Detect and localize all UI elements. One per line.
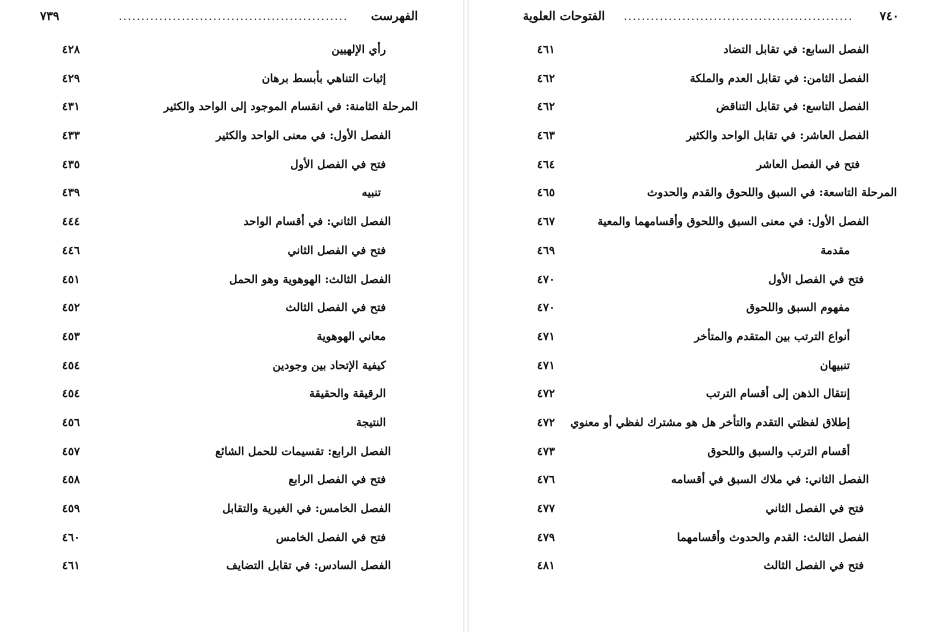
right-header-title: الفتوحات العلوية <box>522 9 605 23</box>
toc-entry-title: الفصل الرابع: تقسيمات للحمل الشائع <box>215 443 391 458</box>
toc-row <box>469 153 935 182</box>
toc-row <box>469 296 935 325</box>
toc-entry-title: مفهوم السبق واللحوق <box>746 300 850 315</box>
toc-entry-title: أقسام الترتب والسبق واللحوق <box>707 443 850 458</box>
toc-row <box>0 239 463 268</box>
right-header-page-number: ٧٤٠ <box>879 9 899 23</box>
toc-entry-title: المرحلة التاسعة: في السبق واللحوق والقدم والحدوث <box>647 185 897 200</box>
toc-entry-title: فتح في الفصل الثالث <box>285 300 386 315</box>
left-header-dots: ................................................... <box>118 10 348 23</box>
toc-row <box>469 181 935 210</box>
toc-entry-page-number: ٤٧٢ <box>537 386 556 401</box>
right-header-dots: ................................................... <box>623 10 853 23</box>
toc-row <box>469 95 935 124</box>
toc-entry-title: الفصل الثامن: في تقابل العدم والملكة <box>689 70 869 85</box>
toc-entry-page-number: ٤٦٢ <box>537 99 556 114</box>
toc-entry-page-number: ٤٥٨ <box>62 472 81 487</box>
left-toc-list <box>0 38 463 583</box>
toc-row <box>469 354 935 383</box>
toc-entry-page-number: ٤٣١ <box>62 99 81 114</box>
left-header-page-number: ٧٣٩ <box>40 9 60 23</box>
toc-entry-page-number: ٤٧١ <box>537 357 556 372</box>
toc-entry-page-number: ٤٦٧ <box>537 214 556 229</box>
toc-row <box>0 354 463 383</box>
toc-row <box>469 440 935 469</box>
toc-row <box>0 554 463 583</box>
toc-entry-title: الفصل الثالث: الهوهوية وهو الحمل <box>229 271 391 286</box>
toc-entry-page-number: ٤٦١ <box>537 42 556 56</box>
toc-entry-title: فتح في الفصل الخامس <box>275 529 386 544</box>
toc-row <box>0 468 463 497</box>
toc-entry-title: رأي الإلهيين <box>331 42 386 56</box>
toc-entry-title: المرحلة الثامنة: في انقسام الموجود إلى الواحد والكثير <box>163 99 418 114</box>
toc-entry-title: معاني الهوهوية <box>316 328 386 343</box>
toc-row <box>0 382 463 411</box>
toc-row <box>469 526 935 555</box>
left-header-title: الفهرست <box>370 9 418 23</box>
toc-row <box>469 497 935 526</box>
toc-entry-page-number: ٤٥٣ <box>62 328 81 343</box>
toc-row <box>0 38 463 67</box>
toc-entry-page-number: ٤٦١ <box>62 558 81 573</box>
toc-entry-title: تنبيه <box>361 185 381 200</box>
toc-entry-page-number: ٤٧٧ <box>537 501 556 515</box>
toc-entry-page-number: ٤٦٥ <box>537 185 556 200</box>
toc-entry-title: فتح في الفصل الثاني <box>765 501 864 515</box>
toc-entry-page-number: ٤٣٩ <box>62 185 81 200</box>
toc-entry-page-number: ٤٧٠ <box>537 271 556 286</box>
toc-entry-page-number: ٤٧٠ <box>537 300 556 315</box>
toc-entry-page-number: ٤٤٤ <box>62 214 81 229</box>
toc-row <box>469 382 935 411</box>
toc-entry-title: إنتقال الذهن إلى أقسام الترتب <box>706 386 850 401</box>
toc-entry-title: الفصل الثاني: في أقسام الواحد <box>243 214 391 229</box>
toc-entry-page-number: ٤٦٠ <box>62 529 81 544</box>
toc-entry-page-number: ٤٣٣ <box>62 128 81 143</box>
toc-entry-page-number: ٤٥٢ <box>62 300 81 315</box>
toc-entry-title: فتح في الفصل الأول <box>768 271 864 286</box>
toc-entry-page-number: ٤٧٢ <box>537 414 556 429</box>
toc-entry-title: النتيجة <box>356 414 386 429</box>
toc-row <box>469 239 935 268</box>
toc-entry-page-number: ٤٧٣ <box>537 443 556 458</box>
toc-entry-page-number: ٤٧٦ <box>537 472 556 487</box>
toc-entry-page-number: ٤٤٦ <box>62 242 81 257</box>
right-toc-list <box>469 38 935 583</box>
toc-row <box>0 325 463 354</box>
toc-row <box>469 38 935 67</box>
toc-entry-title: الفصل الأول: في معنى السبق واللحوق وأقسامهما والمعية <box>597 214 869 229</box>
toc-row <box>0 526 463 555</box>
toc-entry-title: الفصل السابع: في تقابل التضاد <box>723 42 869 56</box>
toc-entry-title: كيفية الإتحاد بين وجودين <box>272 357 386 372</box>
toc-entry-page-number: ٤٨١ <box>537 558 556 573</box>
toc-row <box>469 210 935 239</box>
toc-entry-page-number: ٤٦٣ <box>537 128 556 143</box>
toc-row <box>0 210 463 239</box>
toc-entry-title: تنبيهان <box>819 357 850 372</box>
toc-entry-title: الفصل السادس: في تقابل التضايف <box>226 558 391 573</box>
toc-entry-title: الفصل العاشر: في تقابل الواحد والكثير <box>686 128 869 143</box>
toc-entry-page-number: ٤٧٩ <box>537 529 556 544</box>
toc-entry-page-number: ٤٧١ <box>537 328 556 343</box>
toc-row <box>0 497 463 526</box>
toc-row <box>469 268 935 297</box>
toc-entry-title: فتح في الفصل الثاني <box>287 242 386 257</box>
toc-entry-page-number: ٤٥٩ <box>62 501 81 515</box>
toc-row <box>0 411 463 440</box>
toc-entry-title: مقدمة <box>820 242 850 257</box>
toc-row <box>0 95 463 124</box>
toc-entry-title: إثبات التناهي بأبسط برهان <box>261 70 386 85</box>
toc-row <box>469 124 935 153</box>
toc-row <box>0 268 463 297</box>
left-page <box>0 0 463 632</box>
toc-row <box>0 181 463 210</box>
toc-entry-title: فتح في الفصل الأول <box>290 156 386 171</box>
toc-row <box>469 411 935 440</box>
toc-row <box>469 468 935 497</box>
toc-entry-page-number: ٤٦٩ <box>537 242 556 257</box>
toc-entry-title: الفصل الثاني: في ملاك السبق في أقسامه <box>671 472 869 487</box>
toc-entry-title: الفصل التاسع: في تقابل التناقض <box>716 99 869 114</box>
toc-entry-title: فتح في الفصل العاشر <box>756 156 860 171</box>
toc-row <box>0 124 463 153</box>
toc-entry-page-number: ٤٥٤ <box>62 357 81 372</box>
toc-entry-title: أنواع الترتب بين المتقدم والمتأخر <box>694 328 850 343</box>
toc-row <box>0 296 463 325</box>
toc-entry-page-number: ٤٦٢ <box>537 70 556 85</box>
toc-row <box>469 554 935 583</box>
toc-row <box>0 153 463 182</box>
toc-entry-page-number: ٤٥٧ <box>62 443 81 458</box>
toc-entry-title: فتح في الفصل الثالث <box>763 558 864 573</box>
toc-entry-title: الفصل الأول: في معنى الواحد والكثير <box>216 128 391 143</box>
toc-entry-page-number: ٤٥١ <box>62 271 81 286</box>
toc-row <box>0 440 463 469</box>
toc-row <box>0 67 463 96</box>
toc-entry-page-number: ٤٢٨ <box>62 42 81 56</box>
toc-entry-page-number: ٤٢٩ <box>62 70 81 85</box>
toc-entry-title: الرقيقة والحقيقة <box>309 386 386 401</box>
toc-row <box>469 67 935 96</box>
toc-entry-page-number: ٤٥٦ <box>62 414 81 429</box>
toc-row <box>469 325 935 354</box>
toc-entry-title: إطلاق لفظتي التقدم والتأخر هل هو مشترك لفظي أو معنوي <box>570 414 850 429</box>
toc-entry-page-number: ٤٥٤ <box>62 386 81 401</box>
toc-entry-page-number: ٤٣٥ <box>62 156 81 171</box>
toc-entry-title: الفصل الثالث: القدم والحدوث وأقسامهما <box>677 529 869 544</box>
left-page-header <box>0 9 463 27</box>
right-page-header <box>469 9 935 27</box>
toc-entry-page-number: ٤٦٤ <box>537 156 556 171</box>
toc-entry-title: الفصل الخامس: في الغيرية والتقابل <box>222 501 391 515</box>
toc-entry-title: فتح في الفصل الرابع <box>288 472 386 487</box>
right-page <box>469 0 935 632</box>
